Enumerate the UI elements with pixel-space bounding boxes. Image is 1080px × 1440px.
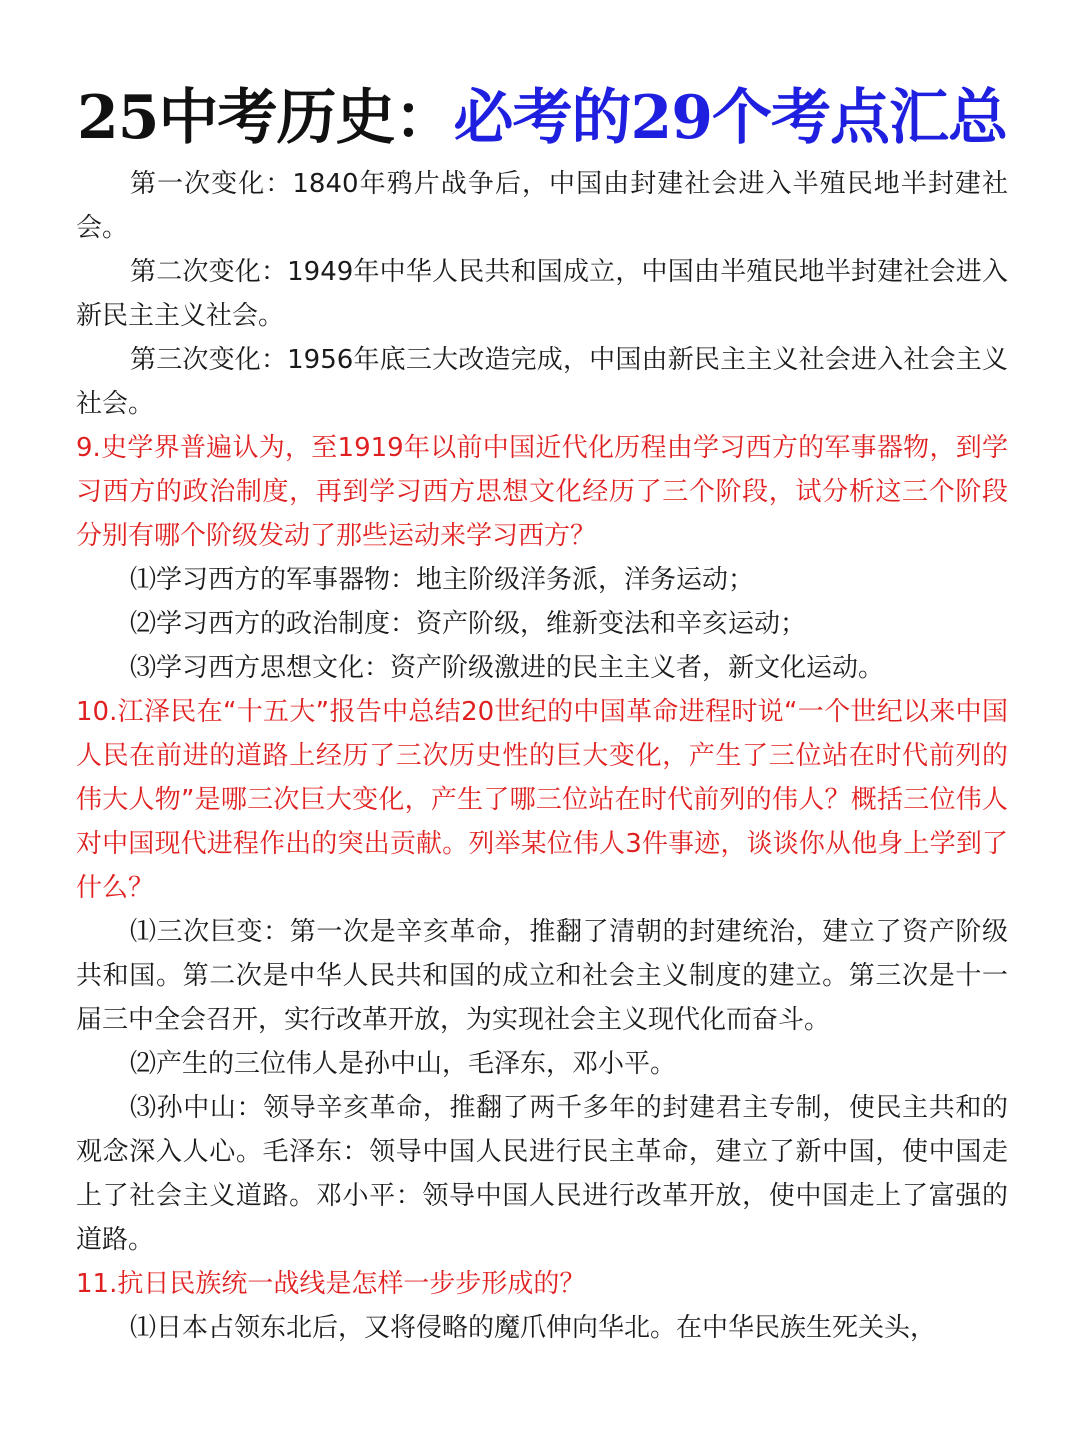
- answer-paragraph: ⑴日本占领东北后，又将侵略的魔爪伸向华北。在中华民族生死关头，: [130, 1313, 937, 1343]
- question-9: 9.史学界普遍认为，至1919年以前中国近代化历程由学习西方的军事器物，到学习西方的政治制度，再到学习西方思想文化经历了三个阶段，试分析这三个阶段分别有哪个阶级发动了那些运动来学习西方？: [76, 433, 1008, 551]
- answer-paragraph: ⑵学习西方的政治制度：资产阶级，维新变法和辛亥运动；: [130, 609, 807, 639]
- answer-paragraph: ⑵产生的三位伟人是孙中山，毛泽东，邓小平。: [130, 1049, 677, 1079]
- page-title: [76, 80, 1008, 156]
- answer-paragraph: 第二次变化：1949年中华人民共和国成立，中国由半殖民地半封建社会进入新民主主义社会。: [76, 257, 1008, 331]
- question-11: 11.抗日民族统一战线是怎样一步步形成的？: [76, 1269, 586, 1299]
- answer-paragraph: 第一次变化：1840年鸦片战争后，中国由封建社会进入半殖民地半封建社会。: [76, 169, 1008, 243]
- document-body: [76, 162, 1008, 1350]
- answer-paragraph: ⑴学习西方的军事器物：地主阶级洋务派，洋务运动；: [130, 565, 755, 595]
- answer-paragraph: ⑶孙中山：领导辛亥革命，推翻了两千多年的封建君主专制，使民主共和的观念深入人心。毛泽东：领导中国人民进行民主革命，建立了新中国，使中国走上了社会主义道路。邓小平：领导中国人民进行改革开放，使中国走上了富强的道路。: [76, 1093, 1008, 1255]
- title-prefix: 25中考历史：: [77, 83, 454, 153]
- title-highlight: 必考的29个考点汇总: [453, 83, 1007, 153]
- answer-paragraph: ⑶学习西方思想文化：资产阶级激进的民主主义者，新文化运动。: [130, 653, 885, 683]
- document-page: [76, 0, 1008, 1440]
- answer-paragraph: 第三次变化：1956年底三大改造完成，中国由新民主主义社会进入社会主义社会。: [76, 345, 1008, 419]
- question-10: 10.江泽民在“十五大”报告中总结20世纪的中国革命进程时说“一个世纪以来中国人民在前进的道路上经历了三次历史性的巨大变化，产生了三位站在时代前列的伟大人物”是哪三次巨大变化，产生了哪三位站在时代前列的伟人？概括三位伟人对中国现代进程作出的突出贡献。列举某位伟人3件事迹，谈谈你从他身上学到了什么？: [76, 697, 1008, 903]
- answer-paragraph: ⑴三次巨变：第一次是辛亥革命，推翻了清朝的封建统治，建立了资产阶级共和国。第二次是中华人民共和国的成立和社会主义制度的建立。第三次是十一届三中全会召开，实行改革开放，为实现社会主义现代化而奋斗。: [76, 917, 1008, 1035]
